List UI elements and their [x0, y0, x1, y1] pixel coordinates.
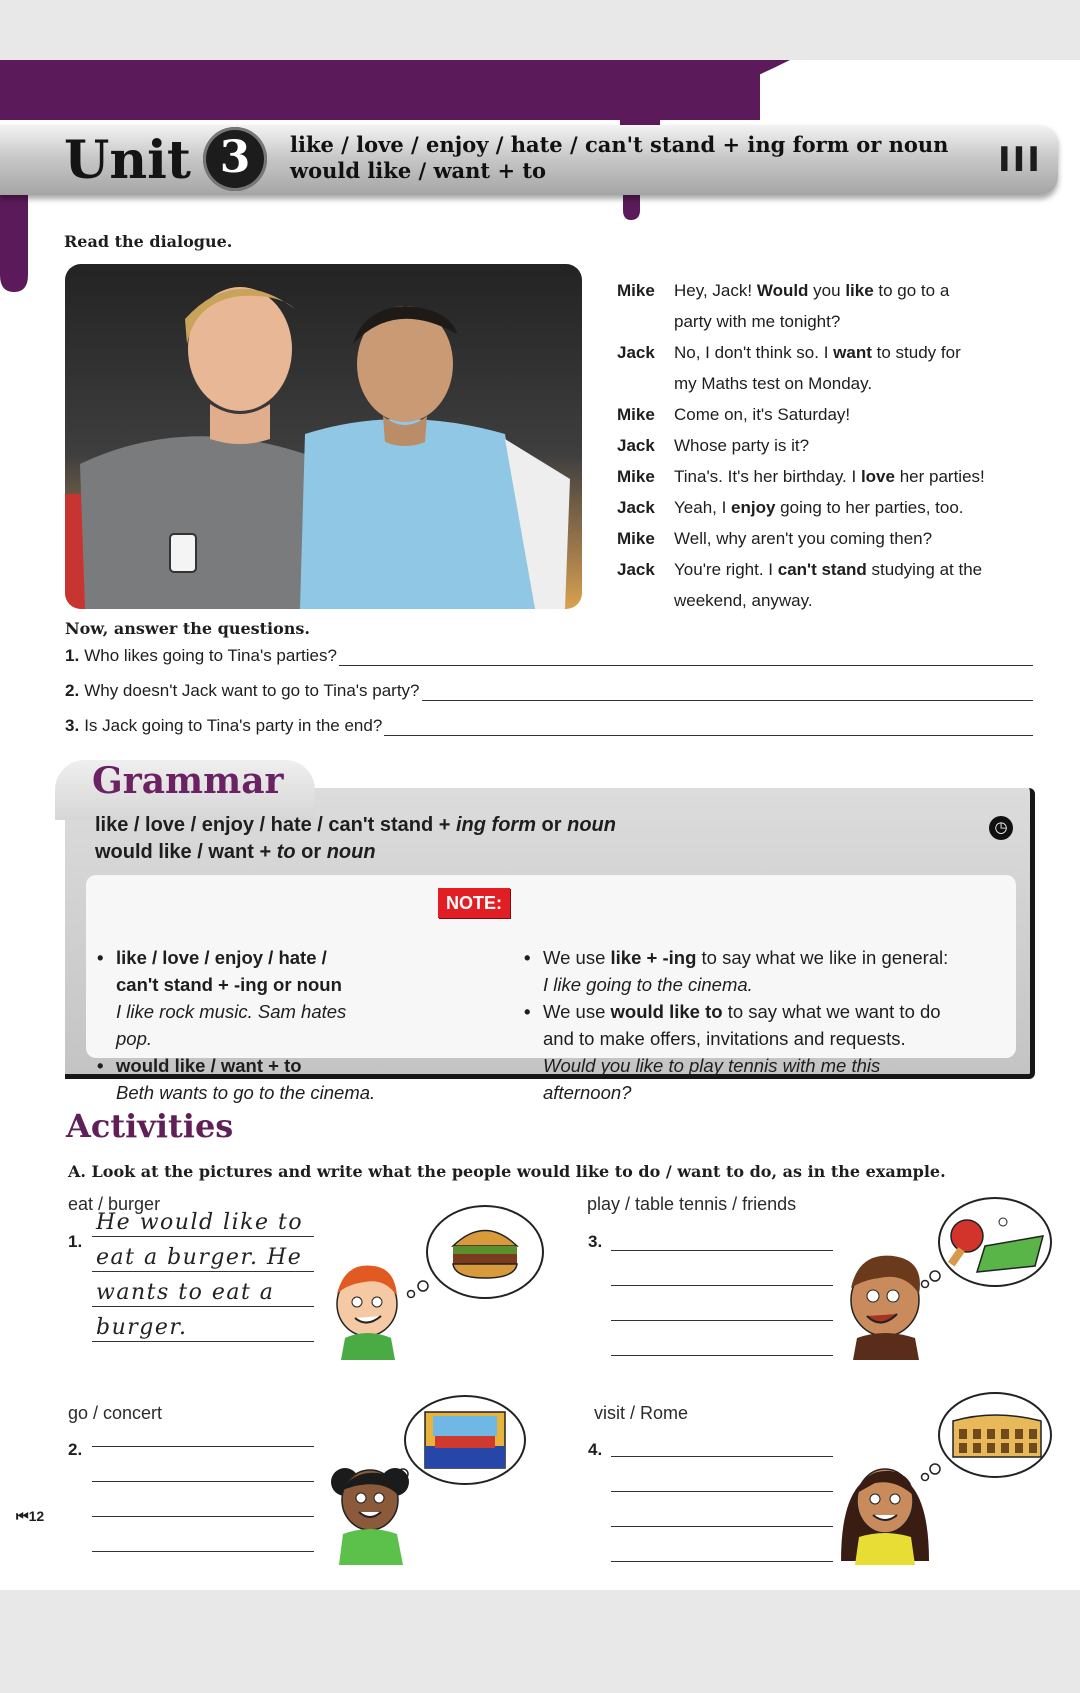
dialogue-fragment: No, I don't think so. I [674, 343, 834, 362]
dialogue-fragment: Well, why aren't you coming then? [674, 529, 933, 548]
grammar-rule-1 [94, 944, 414, 1052]
grammar-right-column [521, 944, 1021, 1106]
question-number: 2. [65, 681, 80, 700]
speaker-name: Jack [617, 343, 655, 362]
answer-line[interactable] [611, 1430, 833, 1457]
prompt-3: play / table tennis / friends [587, 1194, 797, 1214]
dialogue [617, 275, 1057, 616]
burger-icon [453, 1231, 517, 1279]
question-text: Why doesn't Jack want to go to Tina's party? [84, 681, 420, 700]
prompt-2: go / concert [68, 1403, 163, 1423]
note-text: We use [543, 947, 611, 968]
dialogue-fragment: party with me tonight? [674, 312, 841, 331]
rule-text: like / love / enjoy / hate / [116, 947, 327, 968]
example-answer-line: eat a burger. He [96, 1245, 303, 1270]
activities-title: Activities [66, 1107, 234, 1145]
dialogue-fragment: you [808, 281, 846, 300]
rule-text: would like / want + to [116, 1055, 302, 1076]
dialogue-text [674, 461, 1057, 492]
dialogue-line [617, 430, 1057, 461]
dialogue-line [617, 492, 1057, 523]
grammar-heading-or: or [536, 814, 568, 836]
boy-thinking-burger-illustration [325, 1190, 555, 1360]
grammar-heading-italic: ing form [456, 814, 536, 836]
note-example: afternoon? [543, 1082, 632, 1103]
answer-line[interactable] [92, 1525, 314, 1552]
grammar-heading-1 [95, 814, 616, 837]
item-number: 3. [588, 1232, 603, 1251]
answer-line[interactable] [92, 1455, 314, 1482]
dialogue-fragment: weekend, anyway. [674, 591, 813, 610]
dialogue-fragment: Yeah, I [674, 498, 732, 517]
grammar-heading-italic: to [276, 841, 296, 863]
question-3 [65, 712, 1033, 736]
questions-instruction: Now, answer the questions. [65, 619, 310, 638]
grammar-note-2 [521, 998, 1021, 1106]
dialogue-fragment: my Maths test on Monday. [674, 374, 873, 393]
dialogue-fragment: to go to a [873, 281, 950, 300]
dialogue-fragment: to study for [871, 343, 961, 362]
dialogue-fragment: Whose party is it? [674, 436, 810, 455]
read-instruction: Read the dialogue. [64, 232, 233, 251]
page-number [16, 1508, 44, 1525]
worksheet-page [0, 60, 1080, 1590]
note-example: Would you like to play tennis with me this [543, 1055, 881, 1076]
girl-thinking-rome-illustration [835, 1385, 1060, 1565]
unit-number-badge: 3 [203, 127, 267, 191]
dialogue-keyword: love [860, 467, 895, 486]
grammar-heading-text: like / love / enjoy / hate / can't stand + [95, 814, 456, 836]
question-2 [65, 677, 1033, 701]
dialogue-text [674, 554, 1057, 616]
dialogue-line [617, 461, 1057, 492]
grammar-heading-2 [95, 841, 376, 864]
boy-thinking-table-tennis-illustration [835, 1190, 1060, 1360]
dialogue-fragment: studying at the [866, 560, 983, 579]
grammar-title: Grammar [92, 760, 284, 802]
page-number-text: 12 [28, 1508, 45, 1524]
clock-icon: ◷ [989, 816, 1013, 840]
dialogue-line [617, 399, 1057, 430]
answer-line[interactable] [92, 1420, 314, 1447]
dialogue-text [674, 492, 1057, 523]
section-bars-icon: III [998, 140, 1042, 180]
example-answer-line: wants to eat a [96, 1280, 275, 1305]
question-text: Who likes going to Tina's parties? [84, 646, 337, 665]
grammar-rule-2 [94, 1052, 414, 1106]
dialogue-keyword: like [845, 281, 874, 300]
answer-line[interactable] [339, 647, 1033, 666]
dialogue-line [617, 554, 1057, 616]
answer-line[interactable] [611, 1294, 833, 1321]
example-answer-line: burger. [96, 1315, 188, 1340]
rewind-icon: ⏮ [16, 1508, 29, 1524]
answer-line[interactable] [422, 682, 1033, 701]
answer-line[interactable] [611, 1259, 833, 1286]
item-number: 4. [588, 1440, 603, 1459]
dialogue-fragment: Come on, it's Saturday! [674, 405, 851, 424]
dialogue-text [674, 337, 1057, 399]
grammar-heading-text: would like / want + [95, 841, 277, 863]
dialogue-text [674, 430, 1057, 461]
rule-example: Beth wants to go to the cinema. [116, 1082, 376, 1103]
speaker-name: Mike [617, 281, 655, 300]
dialogue-line [617, 275, 1057, 337]
question-number: 1. [65, 646, 80, 665]
dialogue-text [674, 399, 1057, 430]
colosseum-icon [953, 1415, 1041, 1457]
dialogue-photo [65, 264, 582, 609]
dialogue-text [674, 275, 1057, 337]
dialogue-line [617, 337, 1057, 399]
dialogue-fragment: You're right. I [674, 560, 778, 579]
speaker-name: Jack [617, 560, 655, 579]
unit-topic-line-2: would like / want + to [290, 158, 547, 183]
example-answer-line: He would like to [96, 1210, 304, 1235]
grammar-note-1 [521, 944, 1021, 998]
dialogue-fragment: Hey, Jack! [674, 281, 757, 300]
note-example: I like going to the cinema. [543, 974, 753, 995]
question-1 [65, 642, 1033, 666]
dialogue-keyword: enjoy [731, 498, 776, 517]
speaker-name: Mike [617, 467, 655, 486]
speaker-name: Mike [617, 405, 655, 424]
note-text: to say what we want to do [722, 1001, 941, 1022]
answer-line[interactable] [611, 1500, 833, 1527]
question-number: 3. [65, 716, 80, 735]
item-number: 2. [68, 1440, 83, 1459]
concert-icon [425, 1412, 505, 1468]
rule-example: pop. [116, 1028, 153, 1049]
dialogue-keyword: Would [756, 281, 809, 300]
answer-line[interactable] [611, 1465, 833, 1492]
dialogue-text [674, 523, 1057, 554]
note-text: to say what we like in general: [696, 947, 949, 968]
note-badge: NOTE: [438, 888, 510, 918]
question-text: Is Jack going to Tina's party in the end? [84, 716, 383, 735]
grammar-left-column [94, 944, 414, 1106]
note-bold: would like to [610, 1001, 723, 1022]
prompt-4: visit / Rome [594, 1403, 689, 1423]
speaker-name: Mike [617, 529, 655, 548]
dialogue-keyword: can't stand [777, 560, 867, 579]
dialogue-line [617, 523, 1057, 554]
dialogue-fragment: her parties! [894, 467, 985, 486]
dialogue-fragment: going to her parties, too. [775, 498, 964, 517]
speaker-name: Jack [617, 436, 655, 455]
girl-thinking-concert-illustration [325, 1390, 545, 1565]
item-number: 1. [68, 1232, 83, 1251]
unit-title: Unit [64, 130, 191, 191]
rule-example: I like rock music. Sam hates [116, 1001, 347, 1022]
note-bold: like + -ing [610, 947, 697, 968]
grammar-heading-noun: noun [326, 841, 376, 863]
prompt-1: eat / burger [68, 1194, 161, 1214]
note-text: We use [543, 1001, 611, 1022]
grammar-heading-noun: noun [567, 814, 616, 836]
answer-line[interactable] [611, 1224, 833, 1251]
two-boys-illustration [65, 264, 582, 609]
answer-line[interactable] [384, 717, 1033, 736]
answer-line[interactable] [92, 1490, 314, 1517]
activities-instruction: A. Look at the pictures and write what the people would like to do / want to do, as in the example. [68, 1162, 946, 1181]
dialogue-keyword: want [833, 343, 872, 362]
speaker-name: Jack [617, 498, 655, 517]
note-text: and to make offers, invitations and requests. [543, 1028, 906, 1049]
grammar-heading-or: or [295, 841, 327, 863]
unit-topic-line-1: like / love / enjoy / hate / can't stand + ing form or noun [290, 132, 949, 157]
rule-text: can't stand + -ing or noun [116, 974, 342, 995]
answer-line[interactable] [611, 1535, 833, 1562]
dialogue-fragment: Tina's. It's her birthday. I [674, 467, 861, 486]
answer-line[interactable] [611, 1329, 833, 1356]
